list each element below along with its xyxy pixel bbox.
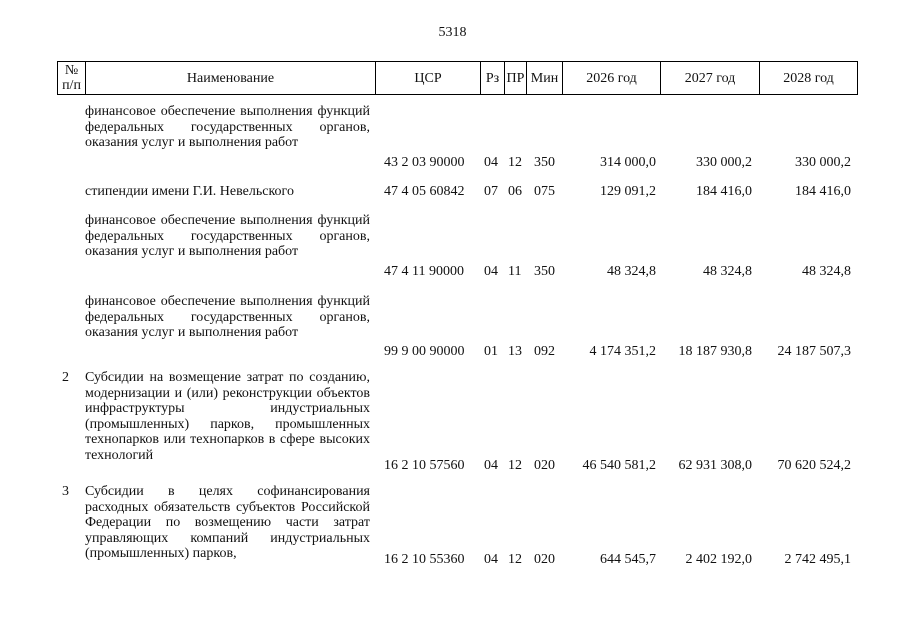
header-csr: ЦСР bbox=[376, 62, 481, 95]
row-2026: 644 545,7 bbox=[600, 552, 656, 567]
row-2027: 330 000,2 bbox=[696, 155, 752, 170]
row-pr: 12 bbox=[508, 552, 522, 567]
row-2027: 48 324,8 bbox=[703, 264, 752, 279]
header-2028: 2028 год bbox=[760, 62, 858, 95]
row-min: 020 bbox=[534, 552, 555, 567]
row-2026: 46 540 581,2 bbox=[582, 458, 656, 473]
row-2027: 62 931 308,0 bbox=[678, 458, 752, 473]
page-number: 5318 bbox=[438, 25, 467, 40]
header-2027: 2027 год bbox=[661, 62, 760, 95]
row-csr: 47 4 11 90000 bbox=[384, 264, 464, 279]
row-pr: 12 bbox=[508, 155, 522, 170]
row-rz: 04 bbox=[484, 264, 498, 279]
row-2026: 4 174 351,2 bbox=[589, 344, 656, 359]
row-2028: 70 620 524,2 bbox=[777, 458, 851, 473]
header-pr: ПР bbox=[505, 62, 527, 95]
row-name: стипендии имени Г.И. Невельского bbox=[85, 184, 294, 199]
header-min: Мин bbox=[527, 62, 563, 95]
row-rz: 04 bbox=[484, 552, 498, 567]
row-rz: 04 bbox=[484, 155, 498, 170]
row-2028: 2 742 495,1 bbox=[784, 552, 851, 567]
row-2026: 129 091,2 bbox=[600, 184, 656, 199]
row-rz: 04 bbox=[484, 458, 498, 473]
row-pr: 13 bbox=[508, 344, 522, 359]
row-number: 2 bbox=[62, 370, 69, 385]
row-min: 092 bbox=[534, 344, 555, 359]
header-name: Наименование bbox=[86, 62, 376, 95]
row-pr: 12 bbox=[508, 458, 522, 473]
row-2026: 314 000,0 bbox=[600, 155, 656, 170]
row-pr: 11 bbox=[508, 264, 522, 279]
row-name: финансовое обеспечение выполнения функций федеральных государственных органов, оказания услуг и выполнения работ bbox=[85, 213, 370, 260]
header-number: № п/п bbox=[58, 62, 86, 95]
row-pr: 06 bbox=[508, 184, 522, 199]
row-2028: 24 187 507,3 bbox=[777, 344, 851, 359]
row-name: Субсидии в целях софинансирования расходных обязательств субъектов Российской Федерации по возмещению части затрат управляющих компаний индустриальных (промышленных) парков, bbox=[85, 484, 370, 562]
row-min: 350 bbox=[534, 155, 555, 170]
row-csr: 99 9 00 90000 bbox=[384, 344, 465, 359]
row-2028: 48 324,8 bbox=[802, 264, 851, 279]
row-rz: 07 bbox=[484, 184, 498, 199]
row-min: 020 bbox=[534, 458, 555, 473]
row-2026: 48 324,8 bbox=[607, 264, 656, 279]
row-csr: 43 2 03 90000 bbox=[384, 155, 465, 170]
row-min: 350 bbox=[534, 264, 555, 279]
row-min: 075 bbox=[534, 184, 555, 199]
row-2027: 18 187 930,8 bbox=[678, 344, 752, 359]
header-rz: Рз bbox=[481, 62, 505, 95]
header-2026: 2026 год bbox=[563, 62, 661, 95]
row-csr: 16 2 10 55360 bbox=[384, 552, 465, 567]
row-csr: 47 4 05 60842 bbox=[384, 184, 465, 199]
row-rz: 01 bbox=[484, 344, 498, 359]
row-csr: 16 2 10 57560 bbox=[384, 458, 465, 473]
row-name: Субсидии на возмещение затрат по созданию, модернизации и (или) реконструкции объектов инфраструктуры индустриальных (промышленных) парков, промышленных технопарков или технопарков в сфере высоких технологий bbox=[85, 370, 370, 463]
table-header bbox=[57, 61, 857, 95]
row-2028: 330 000,2 bbox=[795, 155, 851, 170]
row-2027: 184 416,0 bbox=[696, 184, 752, 199]
row-name: финансовое обеспечение выполнения функций федеральных государственных органов, оказания услуг и выполнения работ bbox=[85, 104, 370, 151]
row-name: финансовое обеспечение выполнения функций федеральных государственных органов, оказания услуг и выполнения работ bbox=[85, 294, 370, 341]
row-number: 3 bbox=[62, 484, 69, 499]
row-2028: 184 416,0 bbox=[795, 184, 851, 199]
row-2027: 2 402 192,0 bbox=[685, 552, 752, 567]
